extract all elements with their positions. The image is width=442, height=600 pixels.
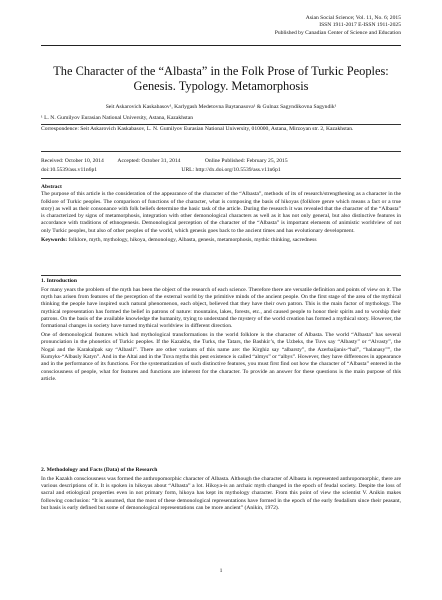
correspondence: Correspondence: Seit Askarovich Kaskabasov, L. N. Gumilyov Eurasian National University, 010000, Astana, Mirzoyan str. 2, Kazakhstan. <box>41 126 354 132</box>
keywords: folklore, myth, mythology, hikoya, demonology, Albasta, genesis, metamorphosis, mythic thinking, sacredness <box>68 237 317 244</box>
section-introduction <box>41 278 401 385</box>
section-1-paragraph-2: One of demonological features which had mythological transformations in the world folklore is the character of Albasta. The world “Albasta” has several pronunciation in the phonetics of Turkic peoples. If the Kazakhs, the Turks, the Tatars, the Bashkir’s, the Uzbeks, the Tuvs say “Albasty” or “Alvasty”, the Nogai and the Karakalpak say “Albasli”. There are other variants of this name are: the Kirghiz say “albarsty”, the Azerbaijanis-“hal”, “halanasy””, the Kumyks-“Albasly Katyn”. And in the Altai and in the Tuva myths this pest existence is called “almys” or “albys”. However, they have differences in appearance and in the performance of its functions. For the systematization of such distinctive features, you must first find out how the character of “Albasta” entered in the consciousness of people, what for features and functions are inherent for the character. To provide an answer for these questions is the main purpose of this article. <box>41 332 401 382</box>
keywords-label: Keywords: <box>41 237 68 244</box>
abstract-text: The purpose of this article is the consideration of the appearance of the character of the “Albasta”, methods of its of research/strengthening as a character in the folklore of Turkic peoples. The comparison of functions of the character, what is composing the basis of hikoyas (folklore genre which means a fact or a true story) as well as their consonance with folk beliefs determine the basic task of the article. During the research it was revealed that the character of the “Albasta” is characterized by signs of metamorphosis, integration with other demonological characters as well as it has not only general, but also distinctive features in accordance with traditions of ethnogenesis. Demonological perception of the character of the “Albasta” is important elements of animistic worldview of not only Turkic peoples, but also of other peoples of the world, which genesis goes back to the ancient times and has evolutionary development. <box>41 191 401 234</box>
online-date: Online Published: February 25, 2015 <box>204 158 288 164</box>
journal-header <box>275 15 401 37</box>
affiliation-rule <box>41 124 401 125</box>
header-rule <box>41 45 401 46</box>
received-date: Received: October 10, 2014 <box>41 158 104 164</box>
author-list: Seit Askarovich Kaskabasov¹, Karlygash Medetovna Baytanasova¹ & Gulnaz Sagyndikovna Sagyndik¹ <box>105 104 337 110</box>
journal-issn: ISSN 1911-2017 E-ISSN 1911-2025 <box>319 22 401 29</box>
section-2-paragraph-1: In the Kazakh consciousness was formed the anthropomorphic character of Albasta. Although the character of Albasta is represented anthropomorphic, there are various descriptions of it. It is spoken in hikoyas about “Albasta” a lot. Hikoya-is an archaic myth changed in the epoch of feudal society. Despite the loss of sacral and etiological properties even in not primary form, hikoya has kept its mythology character. From this point of view the scientist V. Anikin makes following conclusion: “It is assumed, that the most of these demonological representations have formed in the epoch of the early feudalism since their peasant, but basis is early defined but some of demonological representations can be more ancient” (Anikin, 1972). <box>41 475 401 511</box>
paper-title <box>41 64 401 94</box>
accepted-date: Accepted: October 31, 2014 <box>117 158 181 164</box>
abstract <box>41 184 401 244</box>
section-1-paragraph-1: For many years the problem of the myth has been the object of the research of each science. Therefore there are versatile definition and points of view on it. The myth has arisen from features of the perception of the external world by the primitive minds of the ancient people. On the first stage of the area of the mythical thinking the people have inspired such natural phenomenon, each object, believed that they have their own patron. This is the main factor of mythology. The mythical representation has formed the belief in patrons of nature: mountains, lakes, forests, etc., and caused people to honor their spirits and to worship their patrons. On the basis of the available knowledge the humanity, trying to understand the mystery of the world creation has formed a mythical story. However, the formational changes in society have turned mythical worldview in different direction. <box>41 286 401 330</box>
doi: doi:10.5539/ass.v11n6p1 <box>41 167 98 173</box>
publication-dates <box>41 157 401 175</box>
doi-url[interactable]: URL: http://dx.doi.org/10.5539/ass.v11n6p1 <box>181 167 281 173</box>
dates-rule <box>41 178 401 179</box>
section-2-heading: 2. Methodology and Facts (Data) of the Research <box>41 467 158 473</box>
page-number: 1 <box>219 568 223 574</box>
journal-publisher: Published by Canadian Center of Science and Education <box>274 29 401 36</box>
journal-volume: Asian Social Science; Vol. 11, No. 6; 2015 <box>305 15 401 21</box>
correspondence-rule <box>41 151 401 152</box>
affiliation: ¹ L. N. Gumilyov Eurasian National University, Astana, Kazakhstan <box>41 115 194 121</box>
abstract-heading: Abstract <box>41 184 62 190</box>
title-line-2: Genesis. Typology. Metamorphosis <box>133 79 309 93</box>
title-line-1: The Character of the “Albasta” in the Folk Prose of Turkic Peoples: <box>53 64 389 78</box>
abstract-rule <box>41 275 401 276</box>
section-methodology <box>41 467 401 514</box>
section-1-heading: 1. Introduction <box>41 278 77 284</box>
